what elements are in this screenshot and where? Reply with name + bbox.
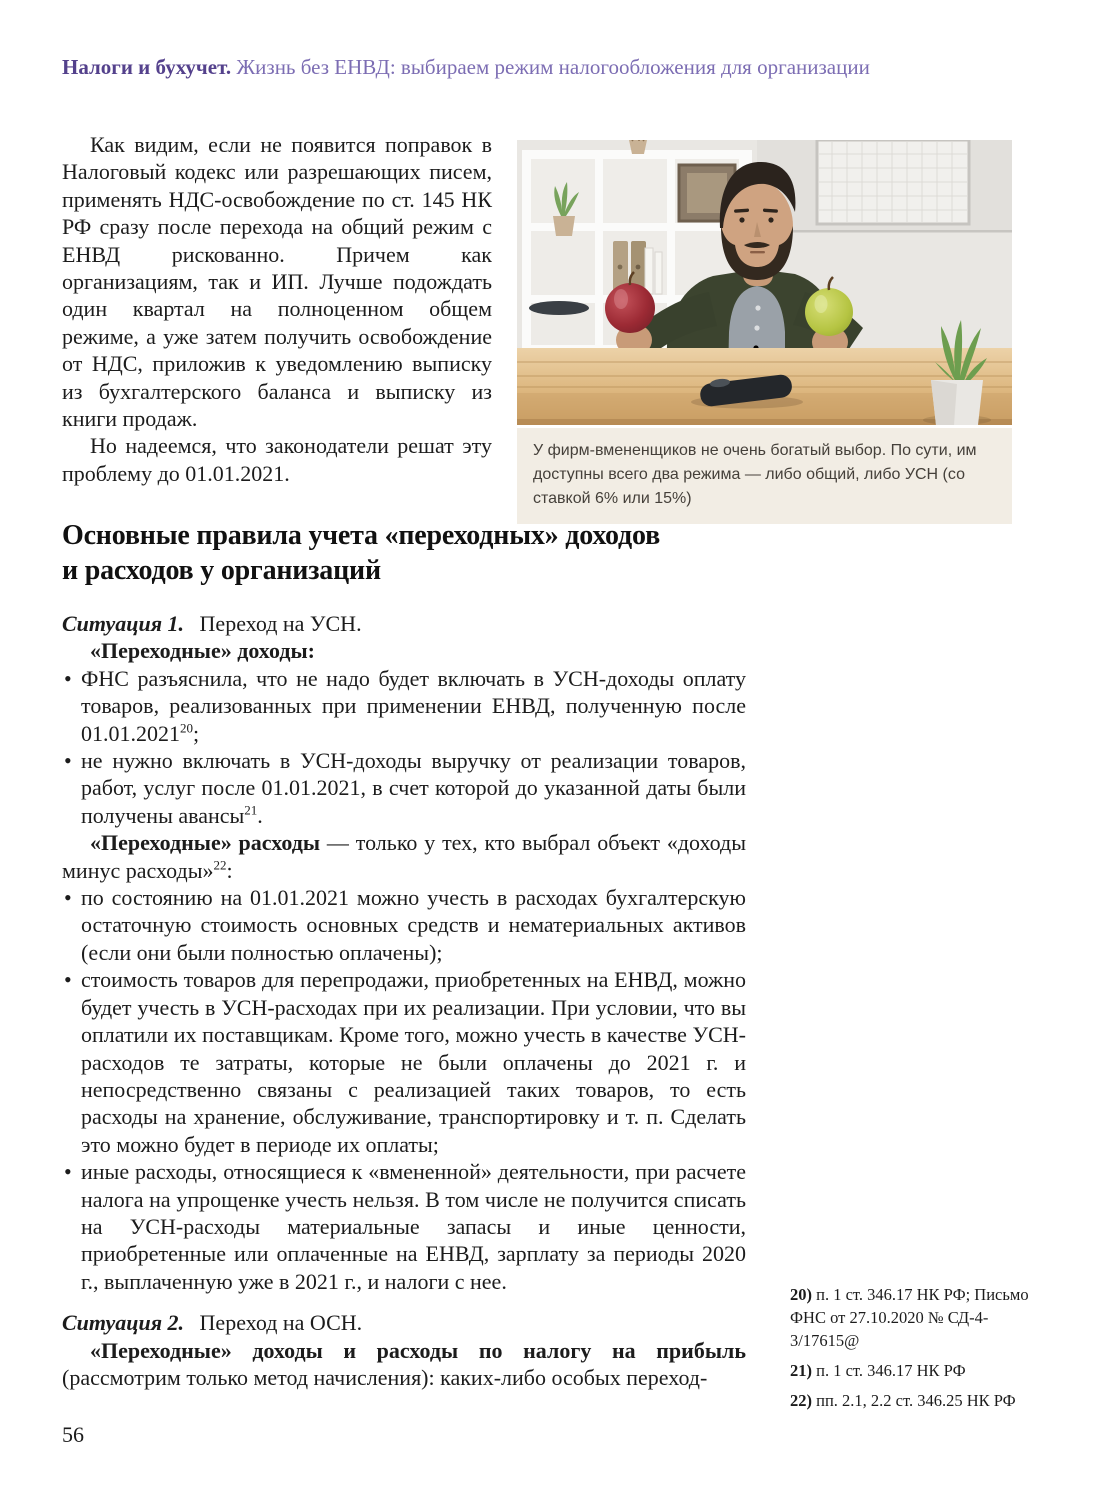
- shelf-bowl: [529, 301, 589, 315]
- section-heading: Основные правила учета «переходных» доходов и расходов у организаций: [62, 520, 661, 586]
- income-bullet-list: [62, 665, 746, 829]
- footnote-22: 22) пп. 2.1, 2.2 ст. 346.25 НК РФ: [790, 1391, 1016, 1410]
- transition-expenses-paragraph: «Переходные» расходы — только у тех, кто выбрал объект «доходы минус расходы»$^{22}$:: [62, 830, 746, 883]
- transition-income-subheading: «Переходные» доходы:: [90, 638, 315, 664]
- footnote-21: 21) п. 1 ст. 346.17 НК РФ: [790, 1361, 966, 1380]
- grid-board: [817, 140, 969, 224]
- office-photo-man-choosing-apples: [517, 140, 1012, 425]
- intro-paragraph-1: Как видим, если не появится поправок в Налоговый кодекс или разрешающих писем, применять НДС-освобождение по ст. 145 НК РФ сразу после перехода на общий режим с ЕНВД рискованно. Причем как организациям, так и ИП. Лучше подождать один квартал на полноценном общем режиме, а уже затем получить освобождение от НДС, приложив к уведомлению выписку из бухгалтерского баланса и выписку из книги продаж.: [62, 132, 492, 432]
- shelf-books: [645, 248, 662, 294]
- footnotes-column: [790, 1283, 1030, 1419]
- footnote-ref-20: 20: [180, 720, 193, 736]
- situation-2-lead-paragraph: «Переходные» доходы и расходы по налогу на прибыль (рассмотрим только метод начисления): каких-либо особых переход-: [62, 1337, 746, 1390]
- list-item: • не нужно включать в УСН-доходы выручку от реализации товаров, работ, услуг после 01.01.2021, в счет которой до указанной даты были получены авансы$^{21}$.: [62, 747, 746, 829]
- list-item: • стоимость товаров для перепродажи, приобретенных на ЕНВД, можно будет учесть в УСН-расходах при их реализации. При условии, что вы оплатили их поставщикам. Кроме того, можно учесть в качестве УСН-расходов те затраты, которые не были оплачены до 2021 г. и непосредственно связаны с реализацией таких товаров, то есть расходы на хранение, обслуживание, транспортировку и т. п. Сделать это можно будет в периоде их оплаты;: [62, 966, 746, 1158]
- expense-bullet-list: [62, 884, 746, 1295]
- intro-column: [62, 131, 492, 487]
- list-item: • по состоянию на 01.01.2021 можно учесть в расходах бухгалтерскую остаточную стоимость основных средств и нематериальных активов (если они были полностью оплачены);: [62, 884, 746, 966]
- footnote-ref-22: 22: [213, 857, 227, 873]
- list-item: • иные расходы, относящиеся к «вмененной» деятельности, при расчете налога на упрощенке учесть нельзя. В том числе не получится списать на УСН-расходы материальные запасы и иные ценности, приобретенные или оплаченные на ЕНВД, зарплату за периоды 2020 г., выплаченную уже в 2021 г., и налоги с нее.: [62, 1158, 746, 1295]
- footnote-20: 20) п. 1 ст. 346.17 НК РФ; Письмо ФНС от 27.10.2020 № СД-4-3/17615@: [790, 1285, 1029, 1350]
- running-header: [62, 54, 1042, 80]
- situation-1-heading: Ситуация 1. Переход на УСН.: [62, 611, 362, 636]
- article-title: Жизнь без ЕНВД: выбираем режим налогообложения для организации: [236, 55, 870, 79]
- situation-2-label: Ситуация 2.: [62, 1310, 185, 1336]
- photo-caption: У фирм-вмененщиков не очень богатый выбор. По сути, им доступны всего два режима — либо общий, либо УСН (со ставкой 6% или 15%): [517, 428, 1012, 524]
- article-body: [62, 518, 746, 1391]
- magazine-brand: Налоги и бухучет.: [62, 55, 232, 79]
- situation-1-label: Ситуация 1.: [62, 611, 185, 636]
- footnote-ref-21: 21: [244, 802, 258, 818]
- photo-block: [517, 140, 1012, 524]
- situation-2-heading: Ситуация 2. Переход на ОСН.: [62, 1310, 363, 1336]
- page-number: 56: [62, 1422, 84, 1447]
- list-item: • ФНС разъяснила, что не надо будет включать в УСН-доходы оплату товаров, реализованных при применении ЕНВД, полученную после 01.01.2021$^{20}$;: [62, 665, 746, 747]
- intro-paragraph-2: Но надеемся, что законодатели решат эту проблему до 01.01.2021.: [62, 433, 492, 486]
